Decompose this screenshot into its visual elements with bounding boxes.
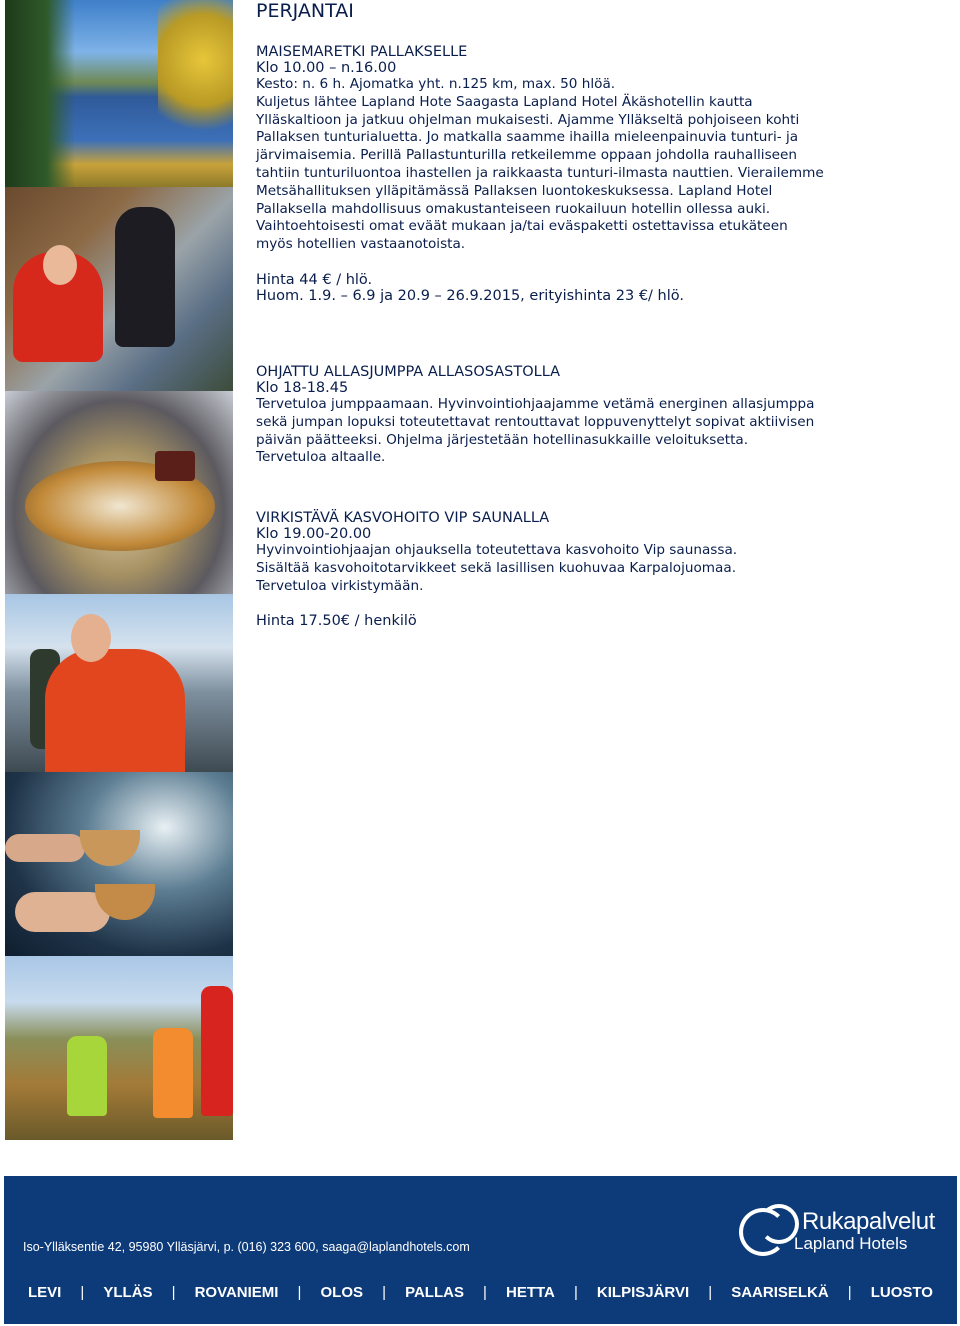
page-heading: PERJANTAI xyxy=(256,0,354,22)
body-line: Ylläskaltioon ja jatkuu ohjelman mukaisesti. Ajamme Ylläkseltä pohjoiseen kohti xyxy=(256,111,800,128)
city-hetta: HETTA xyxy=(505,1284,555,1301)
body-line: Tervetuloa virkistymään. xyxy=(256,577,424,594)
body-line: Vaihtoehtoisesti omat eväät mukaan ja/tai eväspaketti ostettavissa etukäteen xyxy=(256,218,788,235)
city-separator: | xyxy=(483,1284,487,1301)
wooden-cups-photo xyxy=(5,772,233,956)
city-kilpisjarvi: KILPISJÄRVI xyxy=(596,1284,690,1301)
lake-landscape-photo xyxy=(5,0,233,187)
city-rovaniemi: ROVANIEMI xyxy=(194,1284,279,1301)
section-facial-treatment xyxy=(256,510,850,629)
section-body xyxy=(256,396,850,467)
footer xyxy=(4,1176,957,1324)
section-body xyxy=(256,76,850,254)
section-title: MAISEMARETKI PALLAKSELLE xyxy=(256,44,468,60)
city-pallas: PALLAS xyxy=(405,1284,464,1301)
hiker-portrait-photo xyxy=(5,594,233,772)
section-time: Klo 10.00 – n.16.00 xyxy=(256,60,397,76)
section-landscape-trip xyxy=(256,44,850,304)
body-line: Hyvinvointiohjaajan ohjauksella toteutettava kasvohoito Vip saunassa. xyxy=(256,542,738,558)
section-price: Hinta 44 € / hlö. xyxy=(256,271,373,288)
three-hikers-photo xyxy=(5,956,233,1140)
city-yllas: YLLÄS xyxy=(103,1284,153,1301)
lapland-hotels-logo xyxy=(734,1204,934,1260)
body-line: Kesto: n. 6 h. Ajomatka yht. n.125 km, max. 50 hlöä. xyxy=(256,76,616,92)
city-saariselka: SAARISELKÄ xyxy=(731,1284,829,1301)
footer-city-list xyxy=(28,1284,933,1301)
city-separator: | xyxy=(382,1284,386,1301)
body-line: järvimaisemia. Perillä Pallastunturilla retkeilemme oppaan johdolla rauhalliseen xyxy=(256,147,797,164)
section-title: VIRKISTÄVÄ KASVOHOITO VIP SAUNALLA xyxy=(256,510,550,526)
city-separator: | xyxy=(171,1284,176,1301)
logo-ring-icon xyxy=(759,1204,799,1244)
body-line: Kuljetus lähtee Lapland Hote Saagasta Lapland Hotel Äkäshotellin kautta xyxy=(256,93,753,110)
city-levi: LEVI xyxy=(28,1284,62,1301)
city-separator: | xyxy=(847,1284,852,1301)
section-title: OHJATTU ALLASJUMPPA ALLASOSASTOLLA xyxy=(256,364,561,380)
city-olos: OLOS xyxy=(320,1284,364,1301)
logo-brand: Rukapalvelut xyxy=(802,1208,935,1235)
body-line: myös hotellien vastaanotoista. xyxy=(256,236,466,253)
city-separator: | xyxy=(297,1284,302,1301)
city-separator: | xyxy=(708,1284,713,1301)
city-separator: | xyxy=(80,1284,85,1301)
hikers-cabin-photo xyxy=(5,187,233,391)
body-line: sekä jumpan lopuksi toteutettavat rentouttavat loppuvenyttelyt sopivat aktiivisen xyxy=(256,413,815,430)
footer-address: Iso-Ylläksentie 42, 95980 Ylläsjärvi, p. (016) 323 600, saaga@laplandhotels.com xyxy=(23,1240,470,1254)
section-time: Klo 19.00-20.00 xyxy=(256,526,372,542)
body-line: Tervetuloa jumppaamaan. Hyvinvointiohjaajamme vetämä energinen allasjumppa xyxy=(256,396,815,412)
body-line: päivän päätteeksi. Ohjelma järjestetään hotellinasukkaille veloituksetta. xyxy=(256,431,749,448)
body-line: Pallaksen tunturialuetta. Jo matkalla saamme ihailla mieleenpainuvia tunturi- ja xyxy=(256,129,799,146)
section-body xyxy=(256,542,850,595)
body-line: Metsähallituksen ylläpitämässä Pallaksen luontokeskuksessa. Lapland Hotel xyxy=(256,182,773,199)
section-time: Klo 18-18.45 xyxy=(256,380,349,396)
body-line: Pallaksella mahdollisuus omakustanteiseen ruokailuun hotellin ollessa auki. xyxy=(256,200,771,217)
city-luosto: LUOSTO xyxy=(870,1284,933,1301)
section-pool-gym xyxy=(256,364,850,467)
body-line: Tervetuloa altaalle. xyxy=(256,449,386,466)
food-plate-photo xyxy=(5,391,233,594)
body-line: tahtiin tunturiluontoa ihastellen ja raikkaasta tunturi-ilmasta nauttien. Vierailemme xyxy=(256,164,824,181)
logo-subtitle: Lapland Hotels xyxy=(794,1234,908,1253)
body-line: Sisältää kasvohoitotarvikkeet sekä lasillisen kuohuvaa Karpalojuomaa. xyxy=(256,559,737,576)
section-price: Hinta 17.50€ / henkilö xyxy=(256,613,417,630)
city-separator: | xyxy=(573,1284,578,1301)
section-note: Huom. 1.9. – 6.9 ja 20.9 – 26.9.2015, erityishinta 23 €/ hlö. xyxy=(256,287,684,304)
